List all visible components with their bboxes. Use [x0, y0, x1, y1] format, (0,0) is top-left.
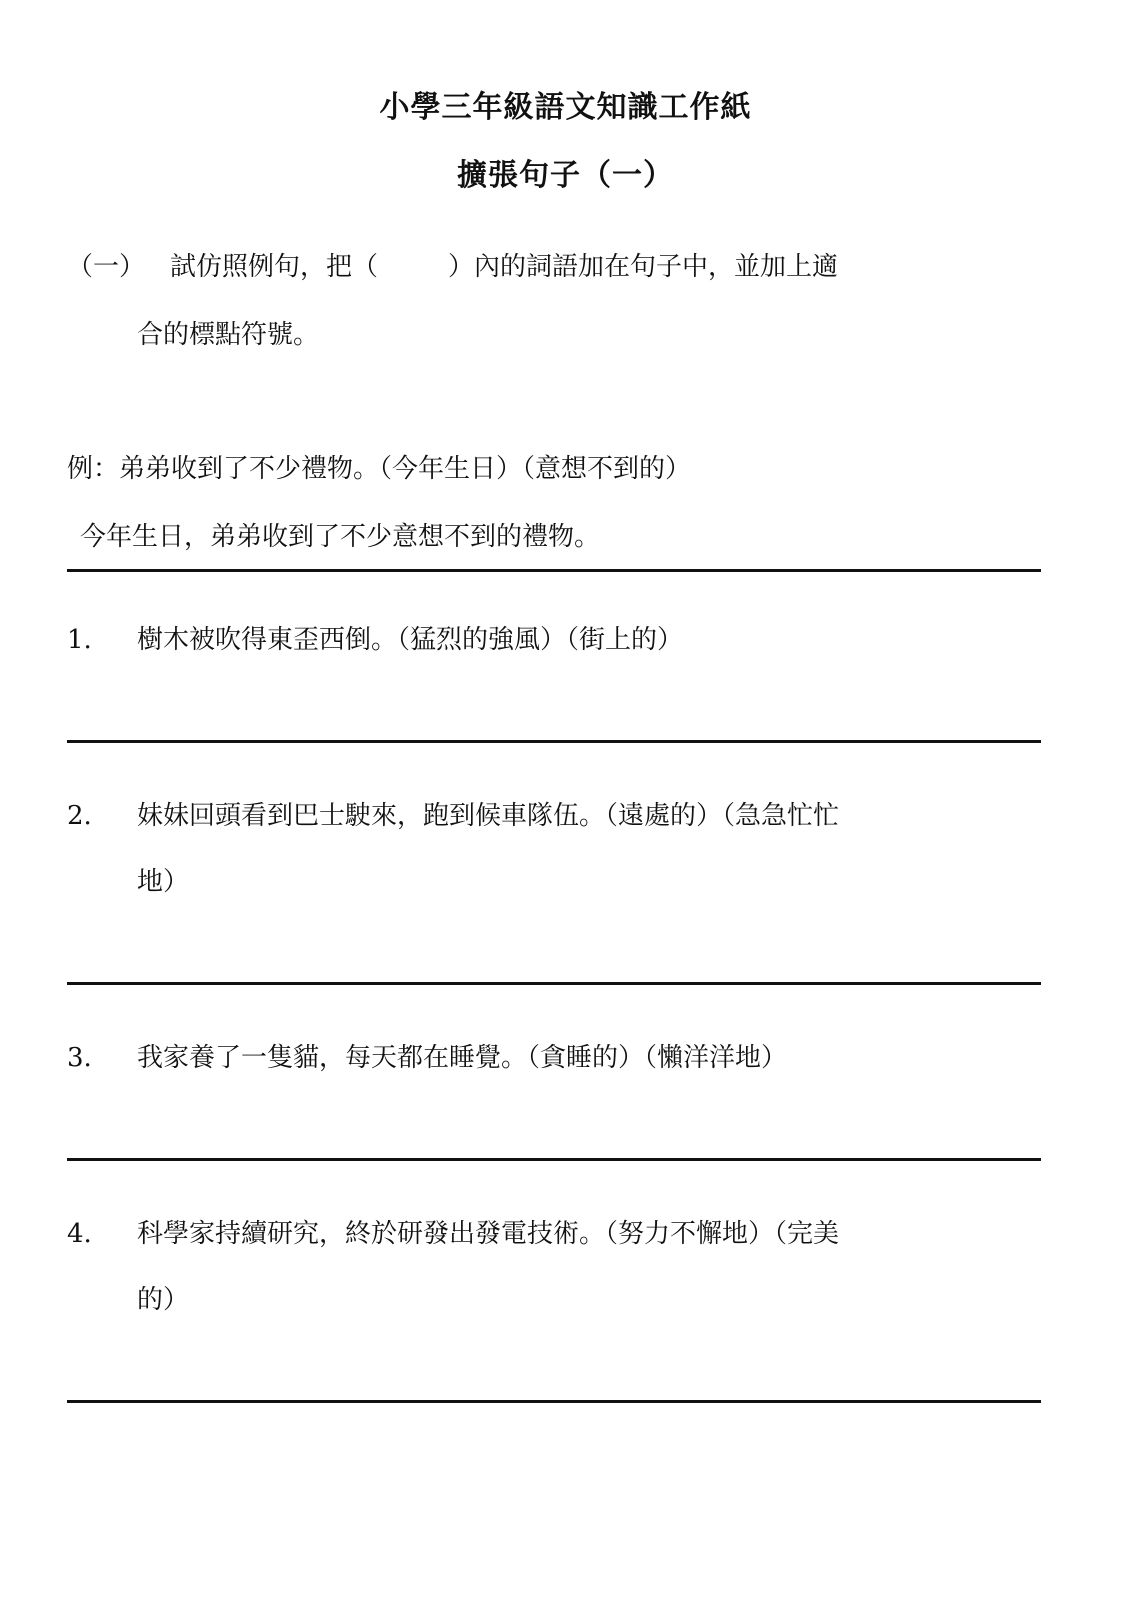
worksheet-subtitle: 擴張句子（一）	[457, 158, 674, 193]
worksheet-title: 小學三年級語文知識工作紙	[379, 90, 752, 125]
question-2-number: 2.	[67, 801, 92, 831]
question-2-text: 妹妹回頭看到巴士駛來，跑到候車隊伍。（遠處的）（急急忙忙	[137, 801, 840, 831]
question-2-answer-line[interactable]	[67, 982, 1041, 985]
instruction-text-before: 試仿照例句，把（	[170, 252, 379, 282]
question-4-answer-line[interactable]	[67, 1400, 1041, 1403]
question-4-text: 科學家持續研究，終於研發出發電技術。（努力不懈地）（完美	[137, 1219, 840, 1249]
question-1-answer-line[interactable]	[67, 740, 1041, 743]
question-4-number: 4.	[67, 1219, 92, 1249]
instruction-line-1	[67, 250, 838, 284]
instruction-text-after: ）內的詞語加在句子中，並加上適	[448, 252, 839, 282]
question-3-number: 3.	[67, 1043, 92, 1073]
question-1-number: 1.	[67, 625, 92, 655]
instruction-line-2: 合的標點符號。	[137, 320, 320, 350]
example-prompt: 例：弟弟收到了不少禮物。（今年生日）（意想不到的）	[67, 454, 692, 484]
question-4-text-cont: 的）	[137, 1285, 190, 1315]
question-2-text-cont: 地）	[137, 867, 190, 897]
example-answer: 今年生日，弟弟收到了不少意想不到的禮物。	[80, 522, 601, 552]
question-3-text: 我家養了一隻貓，每天都在睡覺。（貪睡的）（懶洋洋地）	[137, 1043, 788, 1073]
example-answer-rule	[67, 569, 1041, 572]
question-1-text: 樹木被吹得東歪西倒。（猛烈的強風）（街上的）	[137, 625, 684, 655]
question-3-answer-line[interactable]	[67, 1158, 1041, 1161]
section-number: （一）	[67, 252, 146, 282]
